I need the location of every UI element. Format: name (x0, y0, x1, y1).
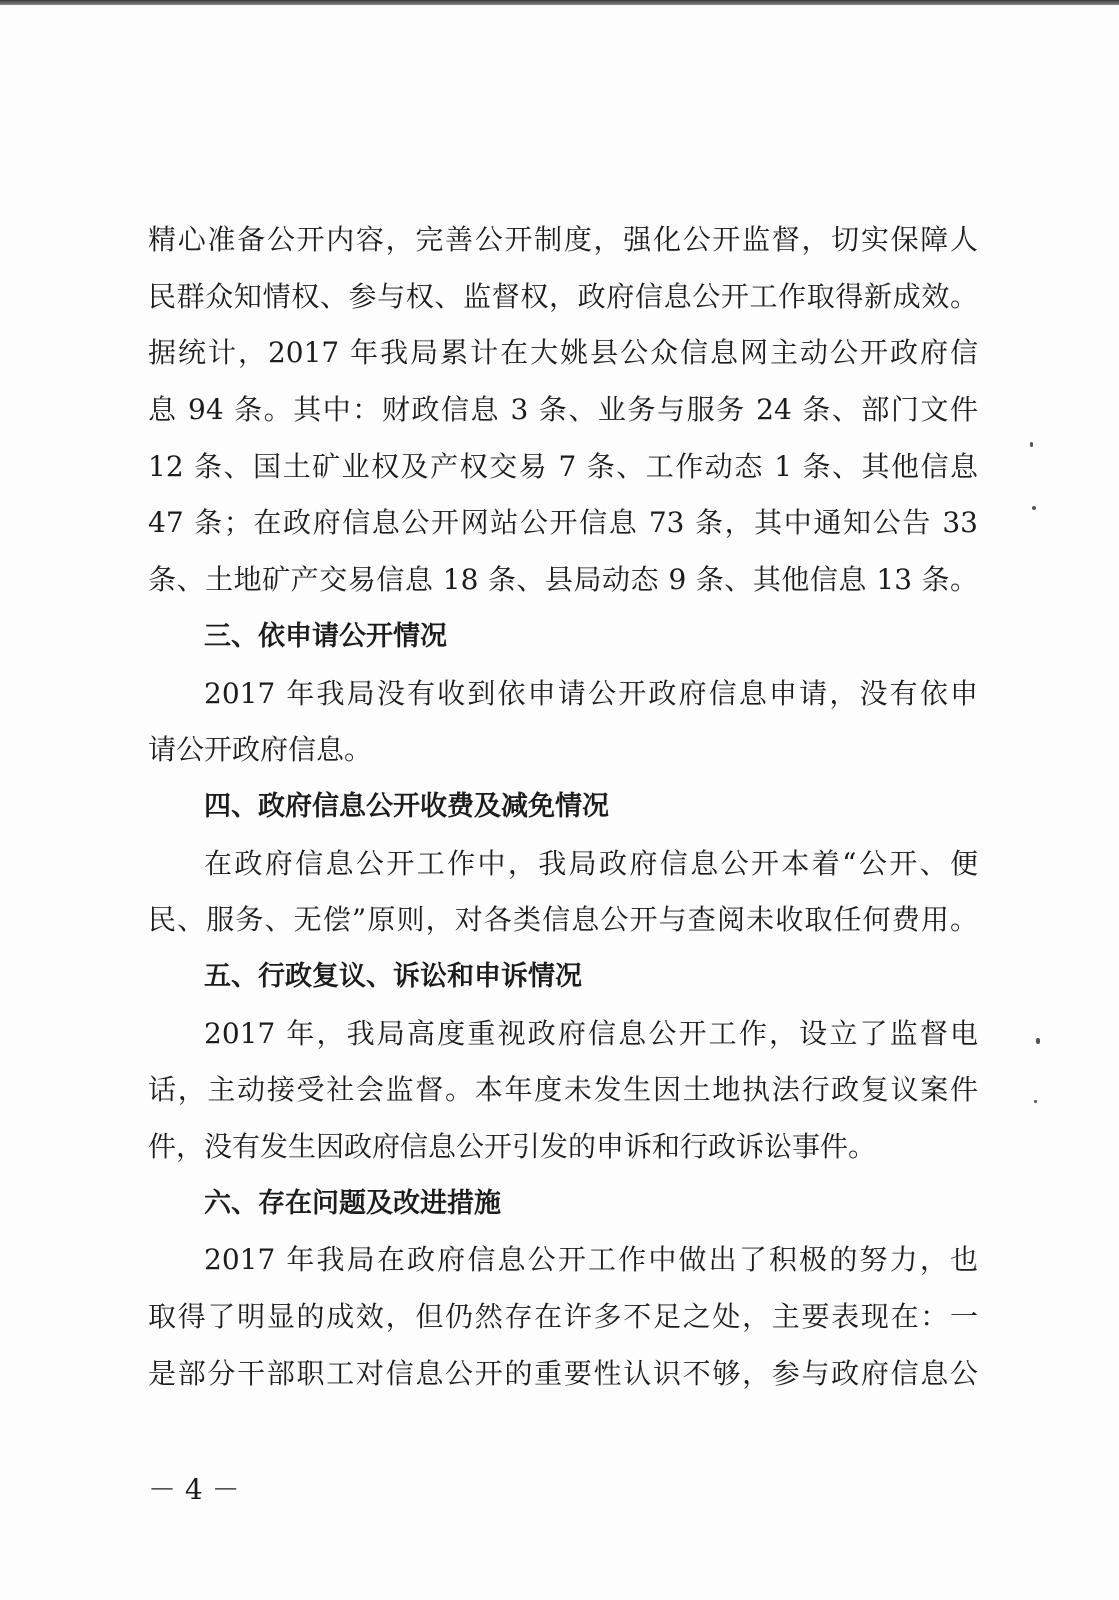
paragraph-first-line: 2017 年我局没有收到依申请公开政府信息申请，没有依申 (204, 676, 978, 710)
section-heading: 三、依申请公开情况 (204, 620, 447, 652)
scan-edge (0, 0, 1119, 5)
paragraph-first-line: 2017 年我局在政府信息公开工作中做出了积极的努力，也 (204, 1243, 978, 1277)
scan-speck (1034, 1100, 1037, 1103)
body-line: 请公开政府信息。 (148, 733, 373, 767)
scan-speck (1030, 442, 1033, 447)
body-line: 12 条、国土矿业权及产权交易 7 条、工作动态 1 条、其他信息 (148, 449, 978, 483)
body-line: 民、服务、无偿”原则，对各类信息公开与查阅未收取任何费用。 (148, 903, 978, 937)
page-number: － 4 － (148, 1473, 240, 1506)
paragraph-first-line: 在政府信息公开工作中，我局政府信息公开本着“公开、便 (204, 846, 978, 880)
body-line: 精心准备公开内容，完善公开制度，强化公开监督，切实保障人 (148, 223, 978, 256)
body-line: 条、土地矿产交易信息 18 条、县局动态 9 条、其他信息 13 条。 (148, 563, 978, 597)
section-heading: 五、行政复议、诉讼和申诉情况 (204, 960, 582, 992)
paragraph-first-line: 2017 年，我局高度重视政府信息公开工作，设立了监督电 (204, 1016, 978, 1050)
body-line: 件，没有发生因政府信息公开引发的申诉和行政诉讼事件。 (148, 1130, 877, 1163)
section-heading: 四、政府信息公开收费及减免情况 (204, 790, 609, 822)
body-line: 是部分干部职工对信息公开的重要性认识不够，参与政府信息公 (148, 1356, 978, 1390)
body-line: 取得了明显的成效，但仍然存在许多不足之处，主要表现在：一 (148, 1300, 978, 1334)
body-line: 据统计，2017 年我局累计在大姚县公众信息网主动公开政府信 (148, 336, 978, 370)
body-line: 民群众知情权、参与权、监督权，政府信息公开工作取得新成效。 (148, 279, 978, 313)
body-line: 话，主动接受社会监督。本年度未发生因土地执法行政复议案件 (148, 1073, 978, 1107)
document-body (148, 212, 978, 1402)
scan-speck (1032, 506, 1036, 510)
body-line: 47 条；在政府信息公开网站公开信息 73 条，其中通知公告 33 (148, 506, 978, 540)
scan-speck (1036, 1038, 1040, 1044)
section-heading: 六、存在问题及改进措施 (204, 1187, 501, 1219)
body-line: 息 94 条。其中：财政信息 3 条、业务与服务 24 条、部门文件 (148, 393, 978, 427)
